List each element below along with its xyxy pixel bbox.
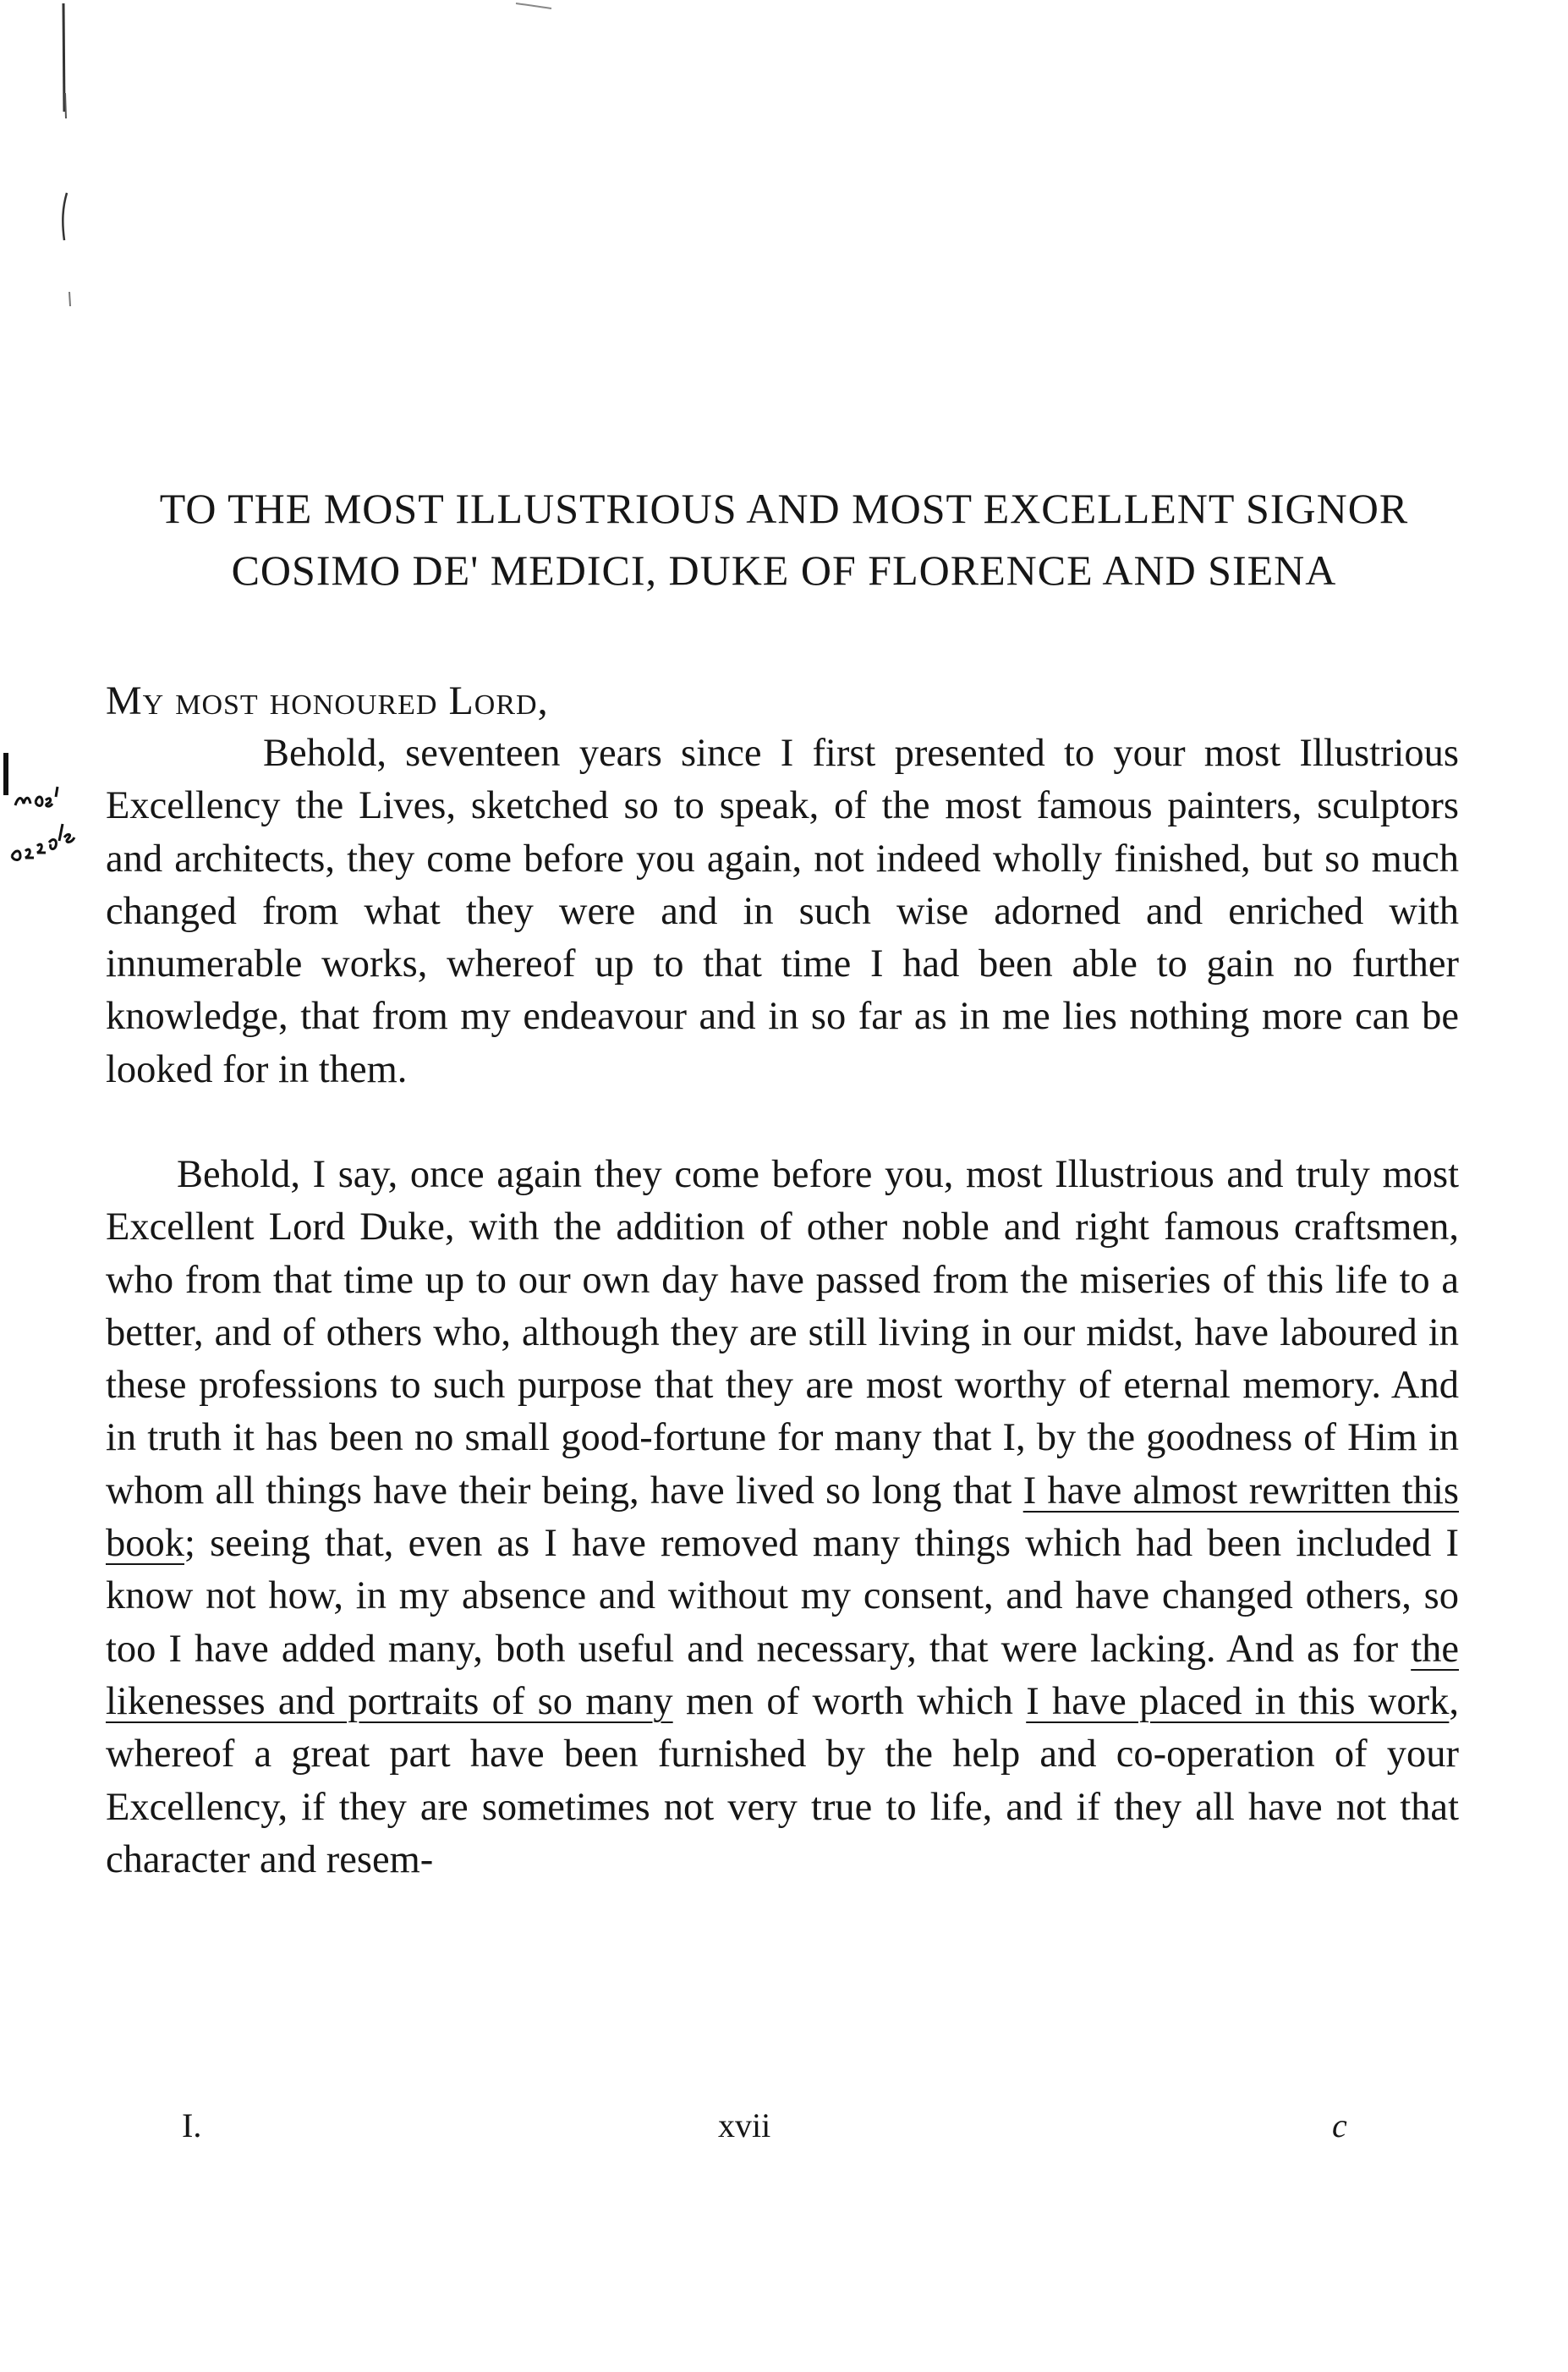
paragraph-2-part-1: Behold, I say, once again they come before you, most Illustrious and truly most Excellent Lord Duke, with the addition of other noble and right famous craftsmen, who from that time up to our own day have passed from the miseries of this life to a better, and of others who, although they are still living in our midst, have laboured in these professions to such purpose that they are most worthy of eternal memory. And in truth it has been no small good-fortune for many that I, by the goodness of Him in whom all things have their being, have lived so long that — [106, 1153, 1459, 1513]
paragraph-2-part-3: men of worth which — [672, 1679, 1027, 1723]
heading-line-2: COSIMO DE' MEDICI, DUKE OF FLORENCE AND SIENA — [231, 546, 1337, 594]
pencil-mark-top — [507, 0, 558, 17]
paragraph-2-part-2: ; seeing that, even as I have removed many things which had been included I know not how, in my absence and without my consent, and have changed others, so too I have added many, both useful and necessary, that were lacking. And as for — [106, 1522, 1459, 1671]
paragraph-1: Behold, seventeen years since I first presented to your most Illustrious Excellency the Lives, sketched so to speak, of the most famous painters, sculptors and architects, they come before you again, not indeed wholly finished, but so much changed from what they were and in such wise adorned and enriched with innumerable works, whereof up to that time I had been able to gain no further knowledge, that from my endeavour and in so far as in me lies nothing more can be looked for in them. — [106, 732, 1459, 1091]
page-number: xvii — [718, 2106, 771, 2144]
underlined-phrase-2: the likenesses and portraits of so many — [106, 1627, 1459, 1723]
paragraph-2 — [106, 1149, 1459, 1886]
underlined-phrase-3: I have placed in this work — [1026, 1679, 1450, 1723]
heading-line-1: TO THE MOST ILLUSTRIOUS AND MOST EXCELLENT SIGNOR — [159, 485, 1409, 532]
handwritten-margin-note — [3, 736, 105, 871]
gathering-letter: c — [1332, 2106, 1347, 2144]
salutation: My most honoured Lord, — [106, 678, 549, 723]
pencil-marks — [0, 0, 169, 355]
signature-mark: I. — [182, 2106, 202, 2144]
underlined-phrase-1: I have almost rewritten this book — [106, 1469, 1459, 1566]
paragraph-2-part-4: , whereof a great part have been furnished by the help and co-operation of your Excellency, if they are sometimes not very true to life, and if they all have not that character and resem- — [106, 1679, 1459, 1881]
